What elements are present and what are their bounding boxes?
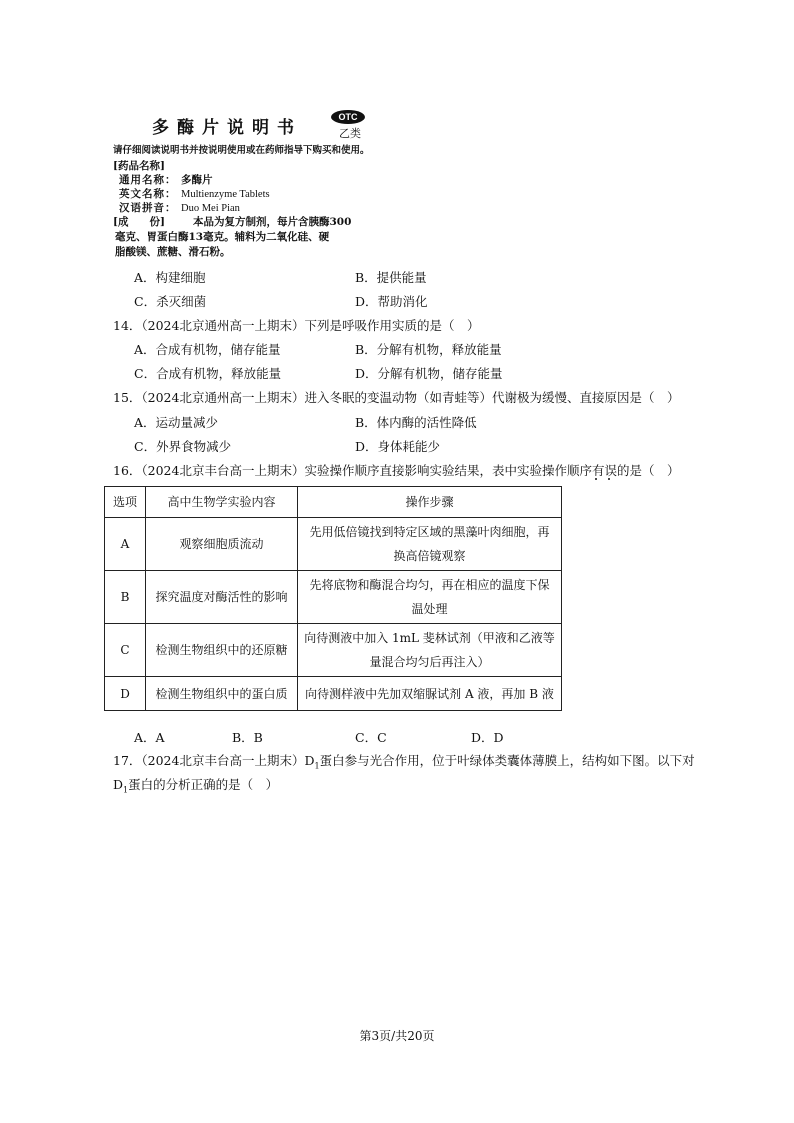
q15-option-b: B．体内酶的活性降低 bbox=[355, 415, 477, 430]
q13-option-c: C．杀灭细菌 bbox=[134, 294, 207, 309]
q17-line2-subscript: 1 bbox=[123, 785, 129, 795]
leaflet-notice: 请仔细阅读说明书并按说明使用或在药师指导下购买和使用。 bbox=[113, 145, 370, 156]
english-name-value: Multienzyme Tablets bbox=[181, 189, 270, 200]
table-cell-option: D bbox=[105, 677, 146, 711]
composition-line-1: 本品为复方制剂，每片含胰酶300 bbox=[193, 216, 352, 228]
q17-stem bbox=[113, 751, 695, 771]
q13-option-d: D．帮助消化 bbox=[355, 294, 428, 309]
table-cell-steps-line: 量混合均匀后再注入） bbox=[369, 655, 490, 669]
table-cell-steps-line: 先将底物和酶混合均匀，再在相应的温度下保 bbox=[309, 578, 550, 592]
q14-option-d: D．分解有机物，储存能量 bbox=[355, 366, 503, 381]
table-cell-steps: 向待测样液中先加双缩脲试剂 A 液，再加 B 液 bbox=[298, 677, 562, 711]
q14-option-b: B．分解有机物，释放能量 bbox=[355, 342, 502, 357]
table-cell-content: 检测生物组织中的还原糖 bbox=[146, 624, 298, 677]
page-footer: 第3页/共20页 bbox=[359, 1029, 435, 1043]
table-header-row bbox=[105, 487, 562, 518]
pinyin-label: 汉语拼音： bbox=[119, 202, 177, 214]
pinyin-value: Duo Mei Pian bbox=[181, 203, 240, 214]
q16-option-a: A．A bbox=[134, 730, 165, 745]
q14-option-a: A．合成有机物，储存能量 bbox=[134, 342, 281, 357]
table-cell-steps bbox=[298, 624, 562, 677]
leaflet-generic-row bbox=[119, 172, 213, 187]
q17-stem-prefix: 17．（2024北京丰台高一上期末）D bbox=[113, 753, 315, 768]
leaflet-composition-row bbox=[113, 214, 351, 229]
table-row bbox=[105, 677, 562, 711]
table-cell-steps-line: 换高倍镜观察 bbox=[393, 549, 466, 563]
table-cell-content: 检测生物组织中的蛋白质 bbox=[146, 677, 298, 711]
leaflet-section-name: [药品名称] bbox=[113, 160, 165, 172]
leaflet-pinyin-row bbox=[119, 200, 240, 215]
otc-badge: OTC bbox=[331, 110, 365, 124]
generic-name-label: 通用名称： bbox=[119, 174, 177, 186]
table-cell-steps-line: 向待测液中加入 1mL 斐林试剂（甲液和乙液等 bbox=[304, 631, 555, 645]
table-row bbox=[105, 518, 562, 571]
q14-option-c: C．合成有机物，释放能量 bbox=[134, 366, 282, 381]
table-cell-steps-line: 先用低倍镜找到特定区域的黑藻叶肉细胞，再 bbox=[309, 525, 550, 539]
q17-subscript: 1 bbox=[314, 761, 320, 771]
q16-option-c: C．C bbox=[355, 730, 387, 745]
experiment-table bbox=[104, 486, 562, 711]
table-row bbox=[105, 571, 562, 624]
table-header-option: 选项 bbox=[105, 487, 146, 518]
q17-line2-prefix: D bbox=[113, 777, 124, 792]
q14-stem: 14．（2024北京通州高一上期末）下列是呼吸作用实质的是（ ） bbox=[113, 318, 480, 333]
table-header-steps: 操作步骤 bbox=[298, 487, 562, 518]
generic-name-value: 多酶片 bbox=[181, 174, 213, 186]
q15-option-d: D．身体耗能少 bbox=[355, 439, 441, 454]
table-cell-steps bbox=[298, 571, 562, 624]
otc-type: 乙类 bbox=[339, 127, 361, 140]
q15-stem: 15．（2024北京通州高一上期末）进入冬眠的变温动物（如青蛙等）代谢极为缓慢、直接原因是（ ） bbox=[113, 390, 680, 405]
composition-label: [成 份] bbox=[113, 216, 165, 228]
table-cell-option: C bbox=[105, 624, 146, 677]
composition-line-2: 毫克、胃蛋白酶13毫克。辅料为二氧化硅、硬 bbox=[115, 231, 330, 243]
table-cell-steps-line: 温处理 bbox=[411, 602, 448, 616]
q15-option-c: C．外界食物减少 bbox=[134, 439, 232, 454]
q13-option-a: A．构建细胞 bbox=[134, 270, 206, 285]
table-cell-option: B bbox=[105, 571, 146, 624]
table-cell-steps bbox=[298, 518, 562, 571]
leaflet-title: 多酶片说明书 bbox=[152, 118, 302, 138]
table-header-content: 高中生物学实验内容 bbox=[146, 487, 298, 518]
q17-line2-suffix: 蛋白的分析正确的是（ ） bbox=[128, 777, 279, 792]
emphasis-dot bbox=[595, 478, 597, 480]
table-cell-option: A bbox=[105, 518, 146, 571]
table-cell-content: 观察细胞质流动 bbox=[146, 518, 298, 571]
composition-line-3: 脂酸镁、蔗糖、滑石粉。 bbox=[115, 246, 231, 258]
q13-option-b: B．提供能量 bbox=[355, 270, 427, 285]
table-cell-content: 探究温度对酶活性的影响 bbox=[146, 571, 298, 624]
q16-option-b: B．B bbox=[232, 730, 263, 745]
q16-stem: 16．（2024北京丰台高一上期末）实验操作顺序直接影响实验结果，表中实验操作顺序有误的是（ ） bbox=[113, 463, 680, 478]
q16-option-d: D．D bbox=[471, 730, 504, 745]
emphasis-dot bbox=[608, 478, 610, 480]
english-name-label: 英文名称： bbox=[119, 188, 177, 200]
q15-option-a: A．运动量减少 bbox=[134, 415, 219, 430]
table-row bbox=[105, 624, 562, 677]
q17-stem-suffix: 蛋白参与光合作用，位于叶绿体类囊体薄膜上，结构如下图。以下对 bbox=[319, 753, 695, 768]
q17-stem-line2 bbox=[113, 775, 278, 795]
leaflet-english-row bbox=[119, 186, 270, 201]
